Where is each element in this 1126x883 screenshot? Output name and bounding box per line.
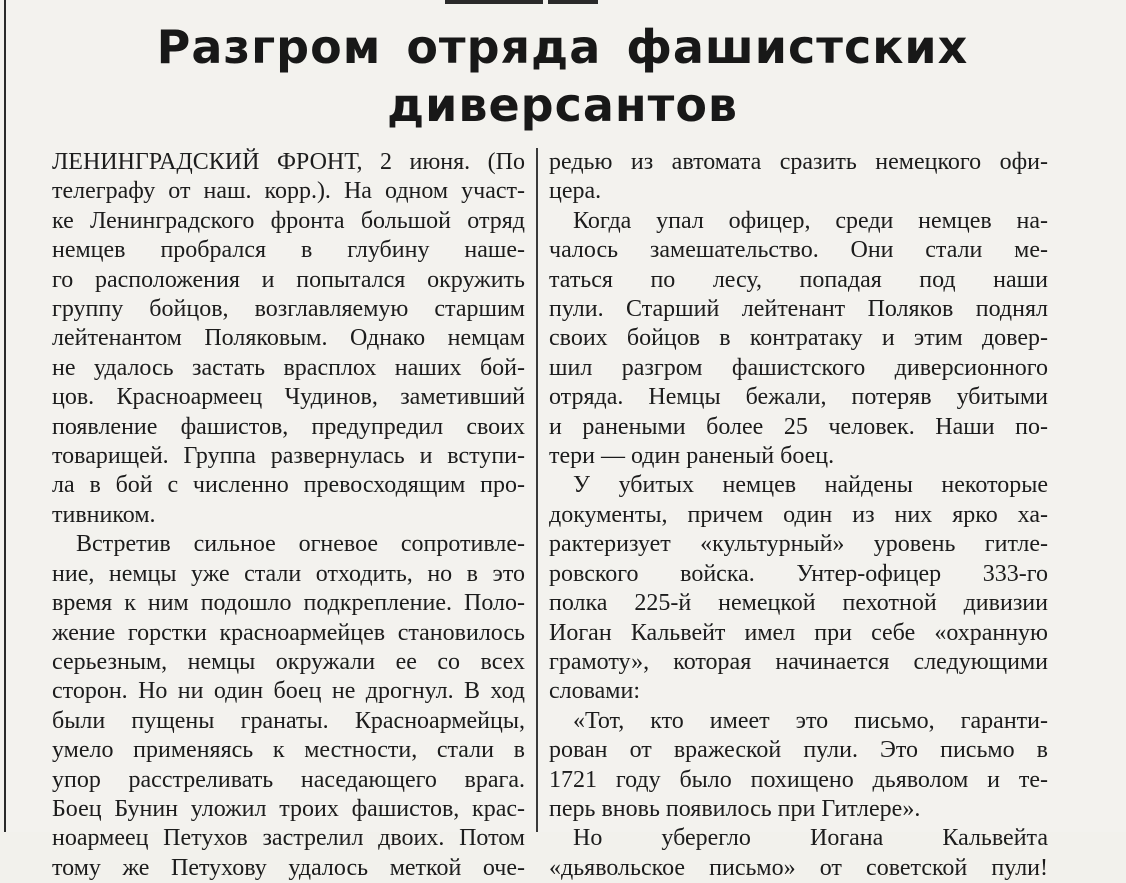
text-line: рактеризует «культурный» уровень гитле- <box>549 531 1048 558</box>
text-line: тери — один раненый боец. <box>549 443 835 470</box>
text-line: сторон. Но ни один боец не дрогнул. В ход <box>52 678 525 705</box>
left-margin-rule <box>4 0 6 832</box>
headline-line-1: Разгром отряда фашистских <box>156 20 969 74</box>
text-line: Когда упал офицер, среди немцев на- <box>573 207 1048 234</box>
text-line: ЛЕНИНГРАДСКИЙ ФРОНТ, 2 июня. (По <box>52 149 525 175</box>
text-line: ноармеец Петухов застрелил двоих. Потом <box>52 825 525 852</box>
text-line: отряда. Немцы бежали, потеряв убитыми <box>549 384 1048 411</box>
text-line: перь вновь появилось при Гитлере». <box>549 795 921 822</box>
text-line: У убитых немцев найдены некоторые <box>573 472 1048 499</box>
text-line: ние, немцы уже стали отходить, но в это <box>52 560 525 587</box>
text-line: умело применяясь к местности, стали в <box>52 737 525 764</box>
article-column-left <box>52 148 525 881</box>
text-line: тому же Петухову удалось меткой оче- <box>52 854 525 881</box>
text-line: Боец Бунин уложил троих фашистов, крас- <box>52 795 525 822</box>
text-line: ла в бой с численно превосходящим про- <box>52 472 525 499</box>
text-line: цера. <box>549 178 602 205</box>
top-divider-rule <box>445 0 543 4</box>
text-line: «дьявольское письмо» от советской пули! <box>549 854 1048 881</box>
text-line: Встретив сильное огневое сопротивле- <box>76 531 525 558</box>
text-line: и ранеными более 25 человек. Наши по- <box>549 413 1048 440</box>
text-line: не удалось застать врасплох наших бой- <box>52 354 525 381</box>
text-line: серьезным, немцы окружали ее со всех <box>52 648 525 675</box>
text-line: ке Ленинградского фронта большой отряд <box>52 207 525 234</box>
text-line: Но уберегло Иогана Кальвейта <box>573 825 1048 852</box>
text-line: упор расстреливать наседающего врага. <box>52 766 525 793</box>
text-line: пули. Старший лейтенант Поляков поднял <box>549 296 1048 323</box>
text-line: цов. Красноармеец Чудинов, заметивший <box>52 384 525 411</box>
text-line: шил разгром фашистского диверсионного <box>549 354 1048 381</box>
text-line: 1721 году было похищено дьяволом и те- <box>549 766 1048 793</box>
text-line: группу бойцов, возглавляемую старшим <box>52 296 525 323</box>
text-line: товарищей. Группа развернулась и вступи- <box>52 443 525 470</box>
column-divider <box>536 148 538 832</box>
text-line: полка 225-й немецкой пехотной дивизии <box>549 590 1048 617</box>
text-line: жение горстки красноармейцев становилось <box>52 619 525 646</box>
text-line: своих бойцов в контратаку и этим довер- <box>549 325 1048 352</box>
text-line: го расположения и попытался окружить <box>52 266 525 293</box>
text-line: документы, причем один из них ярко ха- <box>549 501 1048 528</box>
text-line: появление фашистов, предупредил своих <box>52 413 525 440</box>
text-line: Иоган Кальвейт имел при себе «охранную <box>549 619 1048 646</box>
text-line: чалось замешательство. Они стали ме- <box>549 237 1048 264</box>
text-line: были пущены гранаты. Красноармейцы, <box>52 707 525 734</box>
text-line: грамоту», которая начинается следующими <box>549 648 1048 675</box>
text-line: время к ним подошло подкрепление. Поло- <box>52 590 525 617</box>
text-line: рован от вражеской пули. Это письмо в <box>549 737 1048 764</box>
text-line: «Тот, кто имеет это письмо, гаранти- <box>573 707 1048 734</box>
headline-line-2: диверсантов <box>386 78 739 132</box>
text-line: ровского войска. Унтер-офицер 333-го <box>549 560 1048 587</box>
text-line: редью из автомата сразить немецкого офи- <box>549 149 1048 175</box>
text-line: словами: <box>549 678 640 705</box>
text-line: тивником. <box>52 501 156 528</box>
top-divider-rule <box>548 0 598 4</box>
text-line: таться по лесу, попадая под наши <box>549 266 1048 293</box>
text-line: лейтенантом Поляковым. Однако немцам <box>52 325 525 352</box>
text-line: немцев пробрался в глубину наше- <box>52 237 525 264</box>
text-line: телеграфу от наш. корр.). На одном участ- <box>52 178 525 205</box>
article-column-right <box>549 148 1048 881</box>
